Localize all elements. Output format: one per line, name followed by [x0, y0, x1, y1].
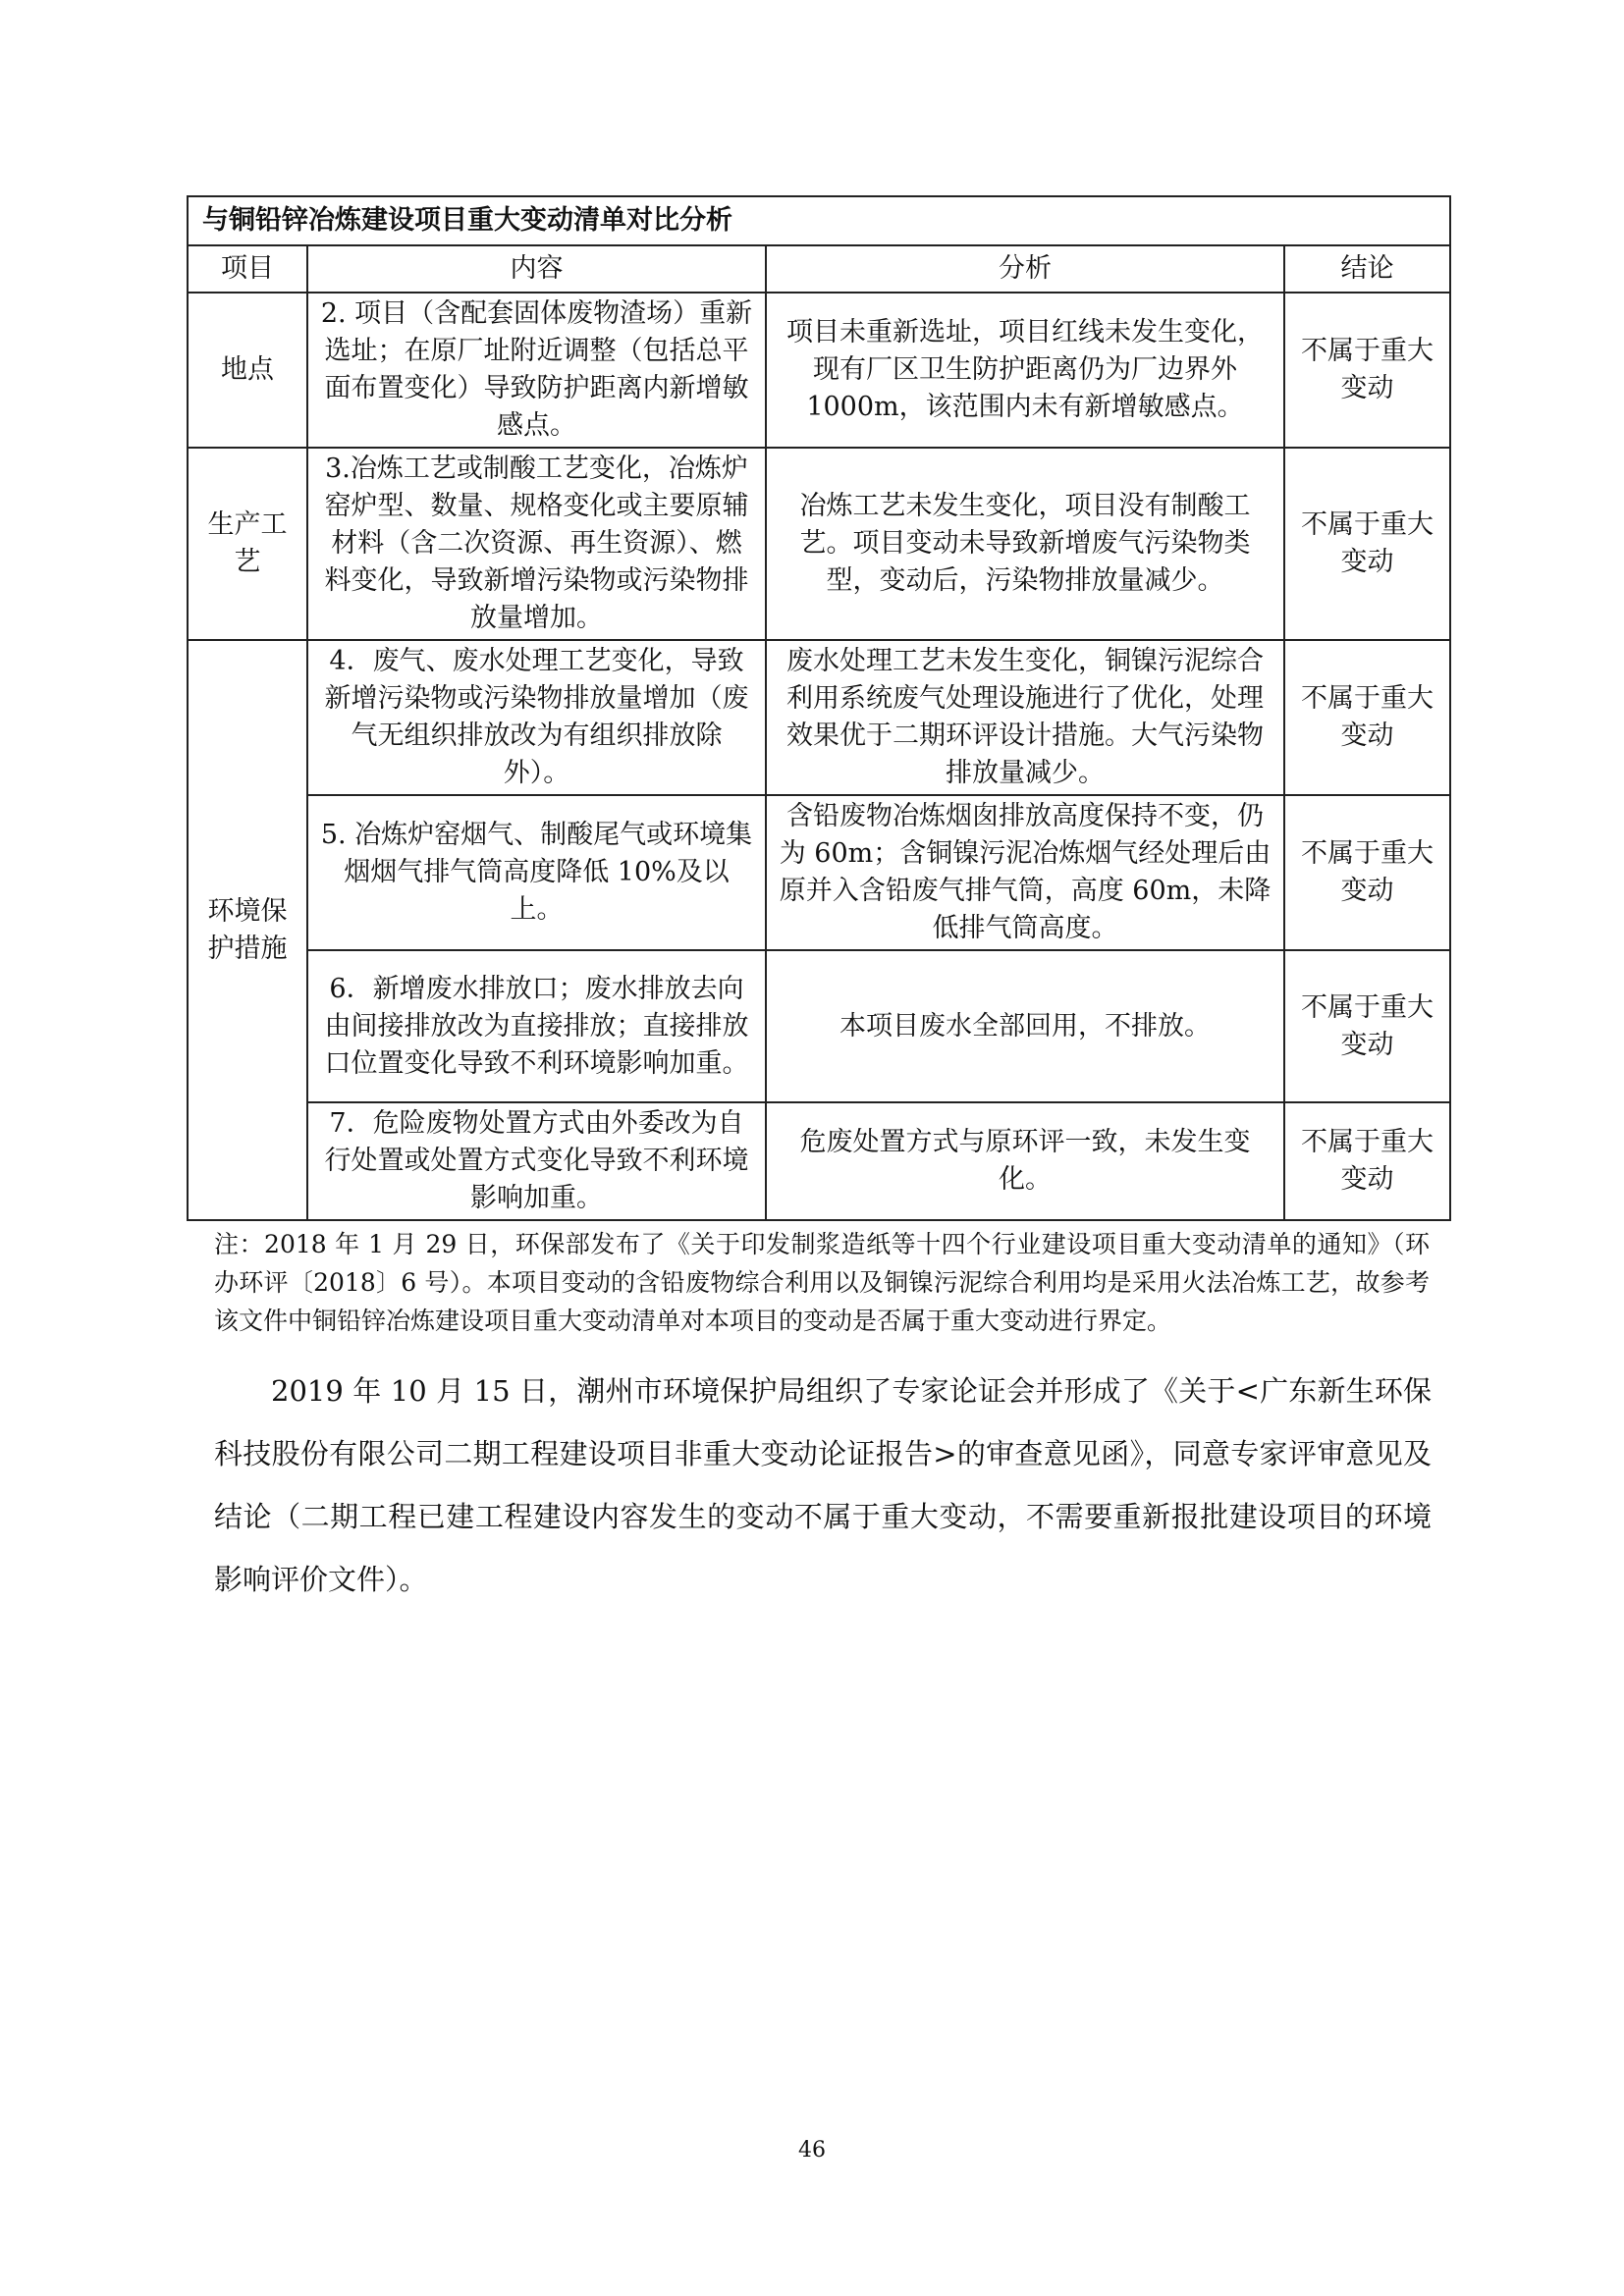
table-row: [188, 950, 1450, 1102]
header-analysis: 分析: [766, 245, 1284, 293]
table-row: [188, 1102, 1450, 1220]
category-cell: 生产工艺: [188, 448, 307, 640]
table-header-row: [188, 245, 1450, 293]
table-row: [188, 448, 1450, 640]
content-cell: 5. 冶炼炉窑烟气、制酸尾气或环境集烟烟气排气筒高度降低 10%及以上。: [307, 795, 766, 950]
conclusion-cell: 不属于重大变动: [1284, 950, 1450, 1102]
content-cell: 3.冶炼工艺或制酸工艺变化，冶炼炉窑炉型、数量、规格变化或主要原辅材料（含二次资源、再生资源）、燃料变化，导致新增污染物或污染物排放量增加。: [307, 448, 766, 640]
analysis-cell: 含铅废物冶炼烟囱排放高度保持不变，仍为 60m；含铜镍污泥冶炼烟气经处理后由原并入含铅废气排气筒，高度 60m，未降低排气筒高度。: [766, 795, 1284, 950]
table-row: [188, 640, 1450, 795]
table-row: [188, 795, 1450, 950]
content-cell: 6．新增废水排放口；废水排放去向由间接排放改为直接排放；直接排放口位置变化导致不利环境影响加重。: [307, 950, 766, 1102]
analysis-cell: 本项目废水全部回用，不排放。: [766, 950, 1284, 1102]
category-cell: 环境保护措施: [188, 640, 307, 1220]
analysis-cell: 冶炼工艺未发生变化，项目没有制酸工艺。项目变动未导致新增废气污染物类型，变动后，污染物排放量减少。: [766, 448, 1284, 640]
analysis-cell: 废水处理工艺未发生变化，铜镍污泥综合利用系统废气处理设施进行了优化，处理效果优于二期环评设计措施。大气污染物排放量减少。: [766, 640, 1284, 795]
table-row: [188, 293, 1450, 448]
header-category: 项目: [188, 245, 307, 293]
table-note: 注：2018 年 1 月 29 日，环保部发布了《关于印发制浆造纸等十四个行业建设项目重大变动清单的通知》（环办环评〔2018〕6 号）。本项目变动的含铅废物综合利用以及铜镍污泥综合利用均是采用火法冶炼工艺，故参考该文件中铜铅锌冶炼建设项目重大变动清单对本项目的变动是否属于重大变动进行界定。: [214, 1230, 1430, 1335]
page-number: 46: [798, 2138, 826, 2163]
content-cell: 2. 项目（含配套固体废物渣场）重新选址；在原厂址附近调整（包括总平面布置变化）导致防护距离内新增敏感点。: [307, 293, 766, 448]
conclusion-cell: 不属于重大变动: [1284, 1102, 1450, 1220]
conclusion-cell: 不属于重大变动: [1284, 640, 1450, 795]
conclusion-cell: 不属于重大变动: [1284, 795, 1450, 950]
header-conclusion: 结论: [1284, 245, 1450, 293]
content-cell: 4．废气、废水处理工艺变化，导致新增污染物或污染物排放量增加（废气无组织排放改为有组织排放除外）。: [307, 640, 766, 795]
conclusion-cell: 不属于重大变动: [1284, 448, 1450, 640]
content-cell: 7．危险废物处置方式由外委改为自行处置或处置方式变化导致不利环境影响加重。: [307, 1102, 766, 1220]
analysis-cell: 项目未重新选址，项目红线未发生变化，现有厂区卫生防护距离仍为厂边界外 1000m，该范围内未有新增敏感点。: [766, 293, 1284, 448]
body-paragraph: 2019 年 10 月 15 日，潮州市环境保护局组织了专家论证会并形成了《关于<广东新生环保科技股份有限公司二期工程建设项目非重大变动论证报告>的审查意见函》，同意专家评审意见及结论（二期工程已建工程建设内容发生的变动不属于重大变动，不需要重新报批建设项目的环境影响评价文件）。: [214, 1374, 1432, 1596]
conclusion-cell: 不属于重大变动: [1284, 293, 1450, 448]
category-cell: 地点: [188, 293, 307, 448]
header-content: 内容: [307, 245, 766, 293]
comparison-table: [187, 195, 1451, 1221]
table-caption: 与铜铅锌冶炼建设项目重大变动清单对比分析: [188, 196, 1450, 245]
analysis-cell: 危废处置方式与原环评一致，未发生变化。: [766, 1102, 1284, 1220]
